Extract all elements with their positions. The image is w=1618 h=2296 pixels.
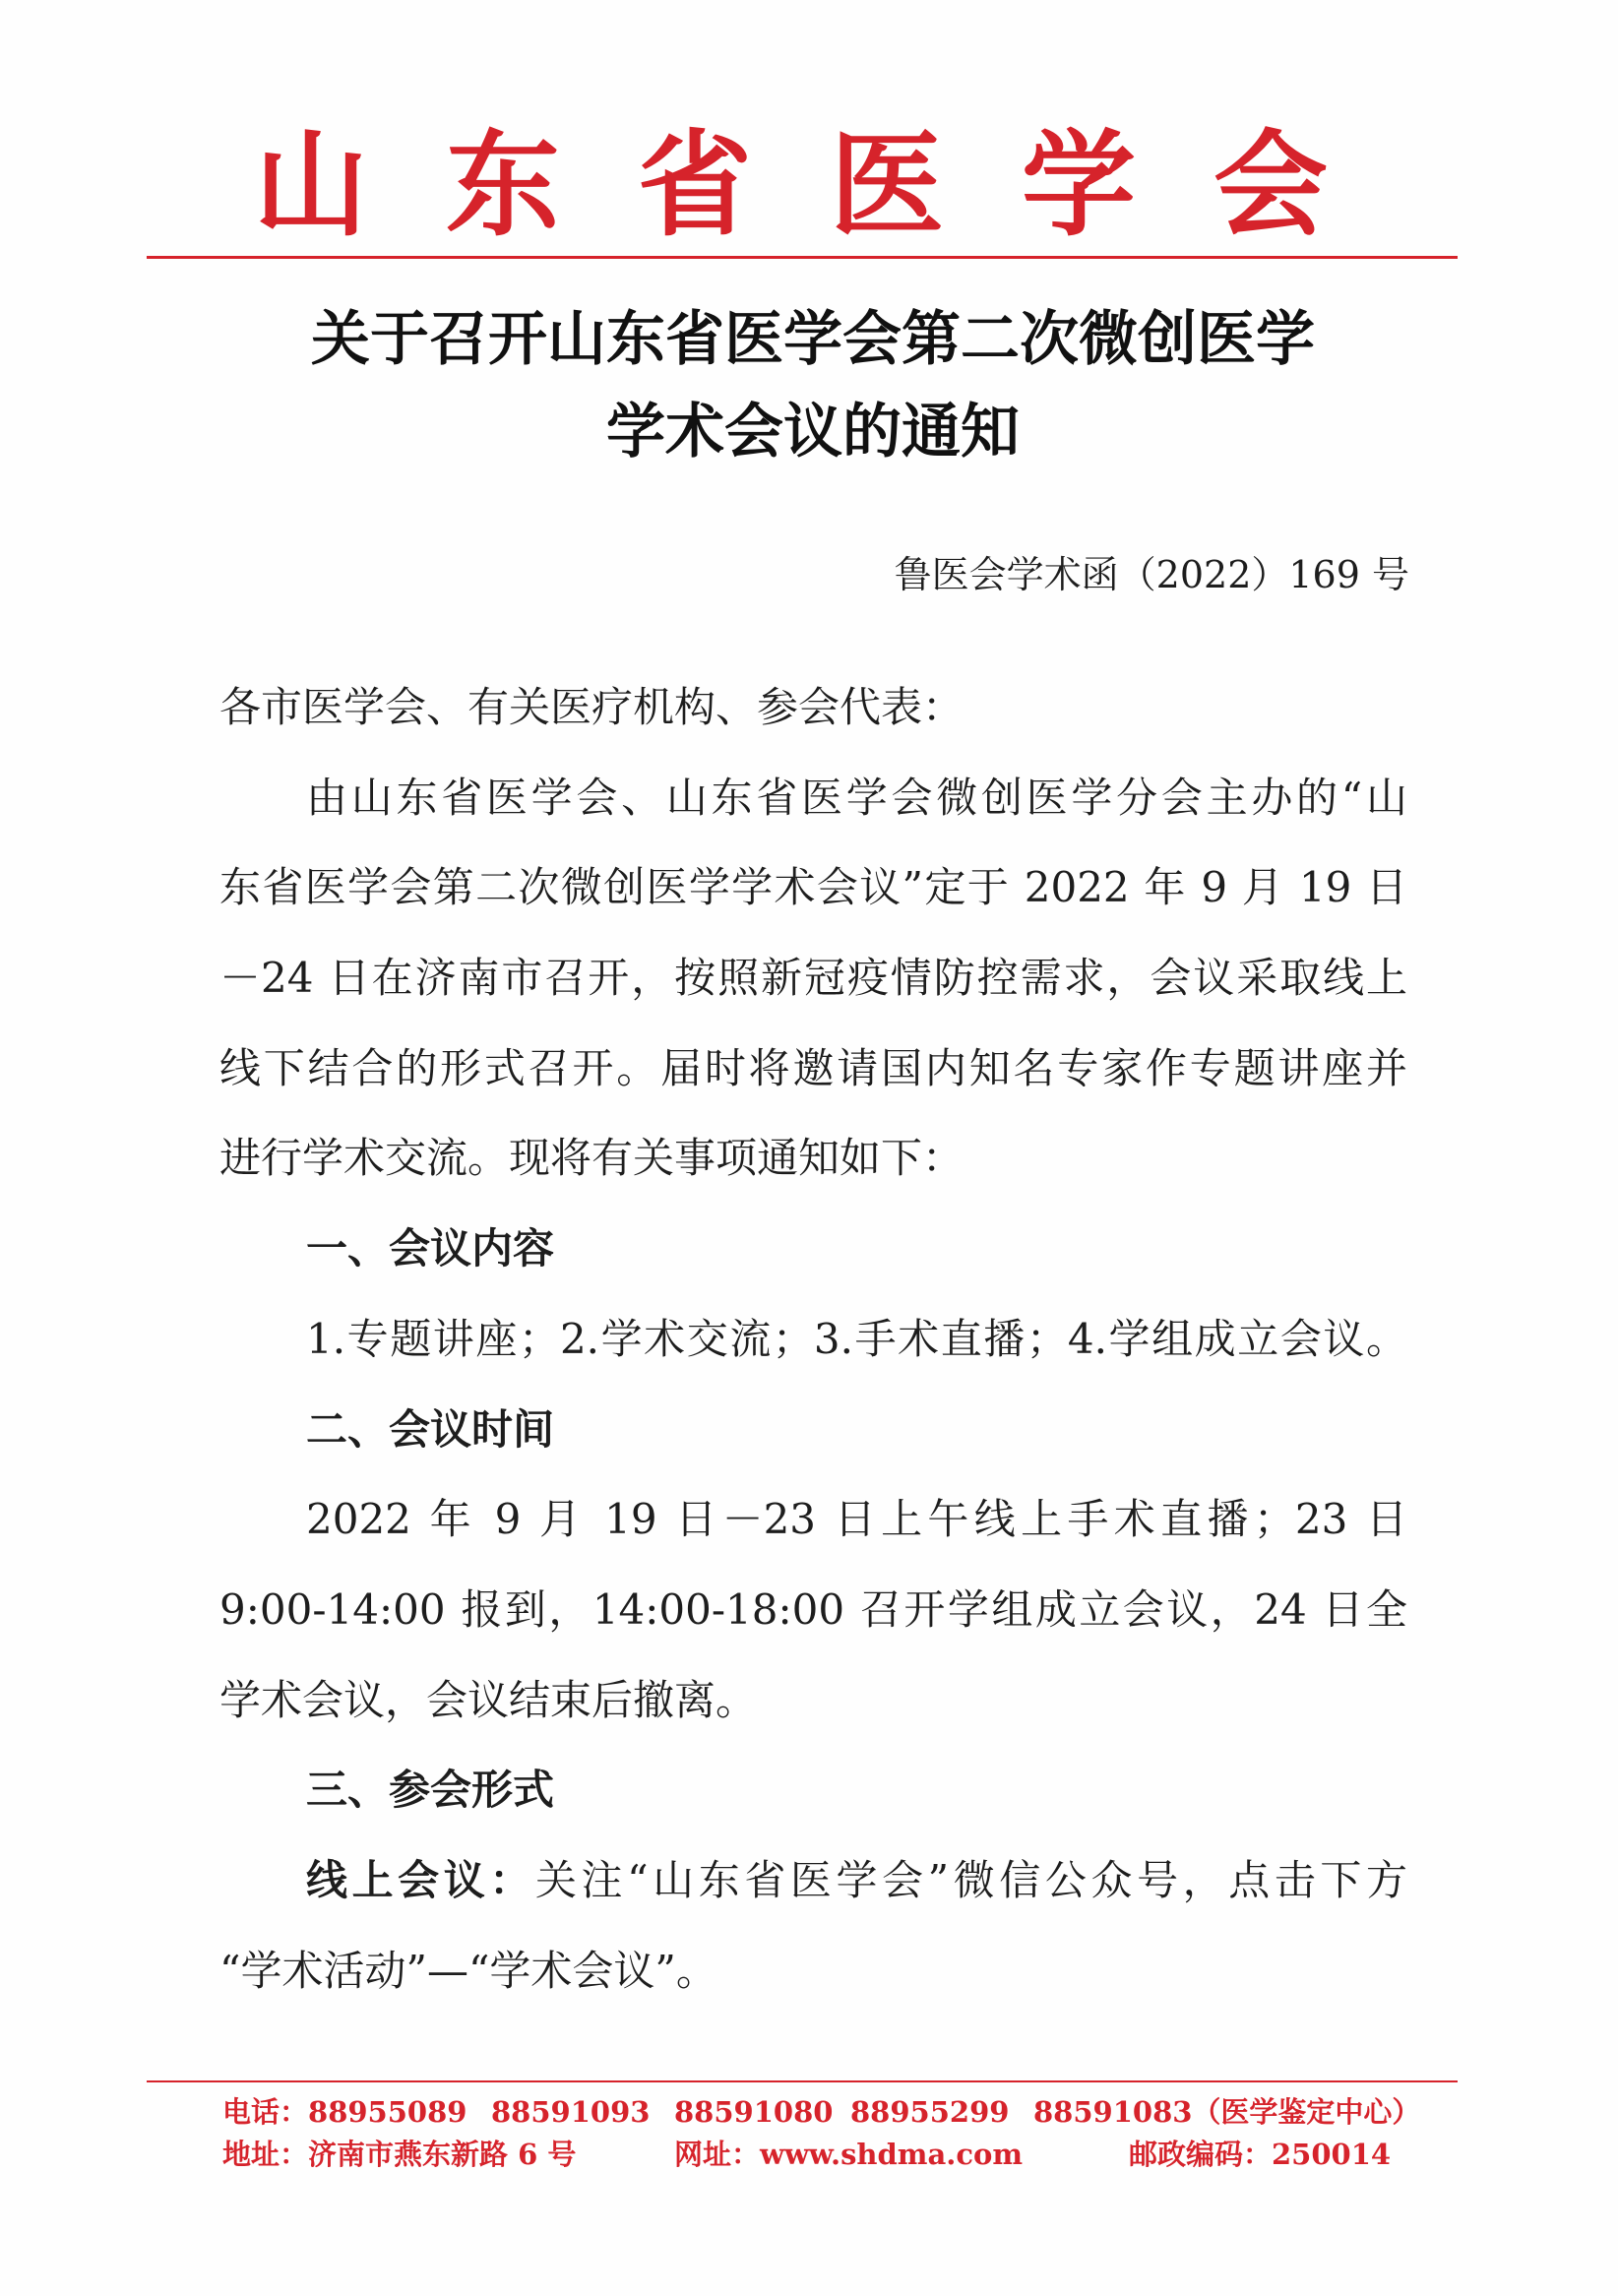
footer-phone-5: 88591083（医学鉴定中心）	[1033, 2095, 1421, 2129]
footer-address: 地址：济南市燕东新路 6 号	[222, 2138, 577, 2171]
section-line: “学术活动”—“学术会议”。	[219, 1946, 717, 1995]
intro-line: 东省医学会第二次微创医学学术会议”定于 2022 年 9 月 19 日	[219, 863, 1407, 912]
footer-website: 网址：www.shdma.com	[674, 2138, 1024, 2171]
letterhead-org-name: 山东省医学会	[254, 118, 1405, 252]
letter-body	[219, 662, 1407, 2016]
online-meeting-text: 关注“山东省医学会”微信公众号，点击下方	[534, 1855, 1407, 1904]
salutation: 各市医学会、有关医疗机构、参会代表：	[219, 683, 965, 731]
footer-phone-2: 88591093	[491, 2095, 651, 2129]
section-heading-attendance-format: 三、参会形式	[306, 1766, 555, 1815]
section-line: 学术会议，会议结束后撤离。	[219, 1675, 758, 1724]
footer-phone-number: 88955089	[308, 2095, 467, 2129]
online-meeting-label: 线上会议：	[306, 1855, 535, 1904]
intro-line: 线下结合的形式召开。届时将邀请国内知名专家作专题讲座并	[219, 1043, 1407, 1092]
section-heading-meeting-time: 二、会议时间	[306, 1404, 555, 1454]
section-line: 9:00-14:00 报到，14:00-18:00 召开学组成立会议，24 日全	[219, 1584, 1407, 1634]
letterhead-divider	[147, 256, 1458, 259]
document-title	[0, 293, 1618, 478]
section-heading-meeting-content: 一、会议内容	[306, 1224, 555, 1273]
section-line: 2022 年 9 月 19 日－23 日上午线上手术直播；23 日	[306, 1495, 1407, 1544]
footer-phone-1	[222, 2094, 467, 2130]
online-meeting-line	[219, 1835, 1407, 1926]
reference-number: 鲁医会学术函（2022）169 号	[894, 553, 1409, 596]
intro-line: 由山东省医学会、山东省医学会微创医学分会主办的“山	[306, 773, 1407, 822]
footer-phone-label: 电话：	[222, 2095, 309, 2129]
title-line-1: 关于召开山东省医学会第二次微创医学	[311, 305, 1315, 374]
intro-line: 进行学术交流。现将有关事项通知如下：	[219, 1134, 965, 1183]
footer-phone-4: 88955299	[850, 2095, 1010, 2129]
footer-divider	[147, 2080, 1458, 2082]
footer-postal-code: 邮政编码：250014	[1129, 2138, 1392, 2171]
section-line: 1.专题讲座；2.学术交流；3.手术直播；4.学组成立会议。	[306, 1314, 1407, 1363]
title-line-2: 学术会议的通知	[606, 398, 1020, 466]
footer-phone-3: 88591080	[674, 2095, 834, 2129]
intro-line: －24 日在济南市召开，按照新冠疫情防控需求，会议采取线上	[219, 954, 1407, 1003]
